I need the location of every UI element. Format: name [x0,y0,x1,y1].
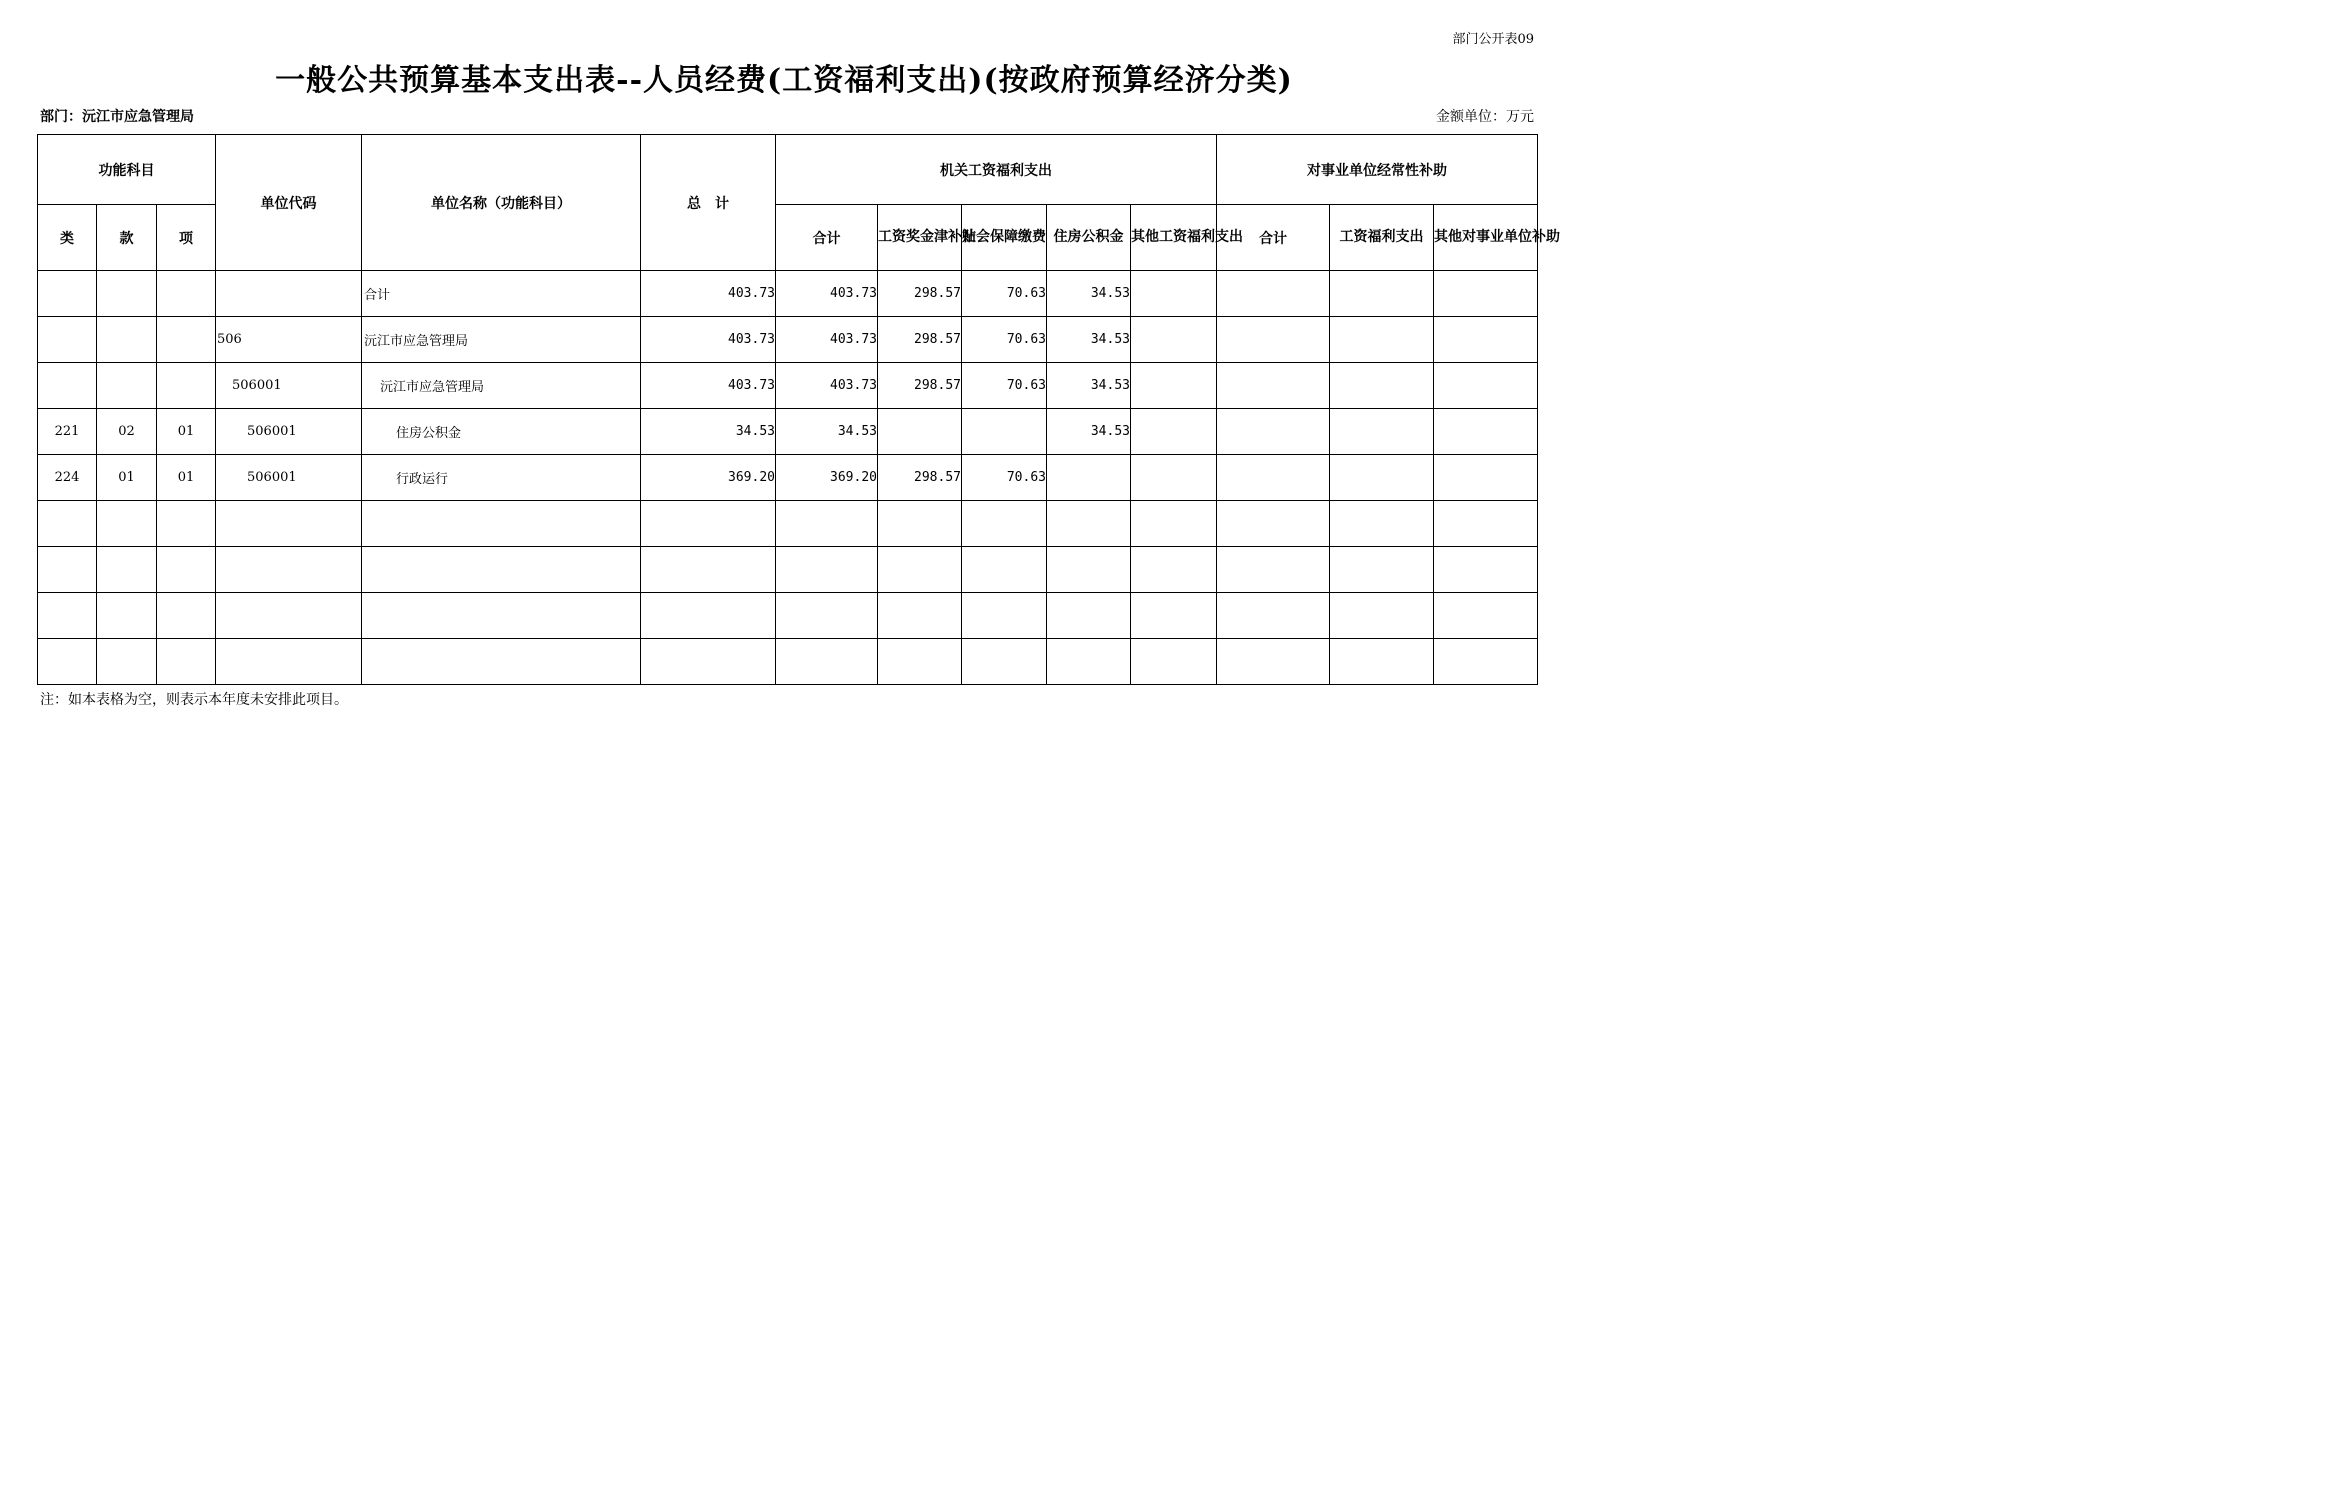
cell-unit-code [216,547,362,593]
table-row [38,593,1538,639]
cell-org-social [962,409,1047,455]
cell-unit-name: 合计 [362,271,641,317]
cell-org-social: 70.63 [962,271,1047,317]
cell-total: 403.73 [641,363,776,409]
cell-org-housing: 34.53 [1047,363,1131,409]
cell-pub-salary [1330,455,1434,501]
header-pub-sum: 合计 [1217,205,1330,271]
cell-org-salary [878,593,962,639]
cell-unit-code: 506001 [216,455,362,501]
cell-kuan [97,639,157,685]
cell-total: 403.73 [641,271,776,317]
cell-org-housing [1047,455,1131,501]
cell-total: 369.20 [641,455,776,501]
cell-xiang [157,317,216,363]
cell-unit-code [216,271,362,317]
page-title: 一般公共预算基本支出表--人员经费(工资福利支出)(按政府预算经济分类) [275,63,1293,98]
budget-table [37,134,1561,685]
cell-pub-salary [1330,271,1434,317]
cell-org-other [1131,593,1217,639]
cell-org-housing [1047,547,1131,593]
cell-total [641,593,776,639]
cell-pub-other [1434,639,1538,685]
table-row [38,501,1538,547]
cell-org-social: 70.63 [962,455,1047,501]
cell-pub-salary [1330,639,1434,685]
cell-pub-sum [1217,271,1330,317]
cell-pub-salary [1330,501,1434,547]
cell-kuan: 02 [97,409,157,455]
cell-pub-other [1434,593,1538,639]
cell-pub-other [1434,363,1538,409]
cell-org-housing: 34.53 [1047,271,1131,317]
cell-org-housing: 34.53 [1047,317,1131,363]
cell-xiang [157,593,216,639]
cell-unit-code [216,593,362,639]
cell-unit-name [362,639,641,685]
cell-kuan [97,317,157,363]
cell-pub-sum [1217,593,1330,639]
footnote: 注：如本表格为空，则表示本年度未安排此项目。 [40,692,348,708]
cell-pub-salary [1330,363,1434,409]
cell-xiang: 01 [157,409,216,455]
header-org-housing: 住房公积金 [1047,205,1131,271]
header-org-group: 机关工资福利支出 [776,135,1217,205]
cell-org-social [962,547,1047,593]
cell-lei [38,593,97,639]
department-label: 部门：沅江市应急管理局 [40,109,194,125]
cell-org-other [1131,455,1217,501]
cell-total [641,547,776,593]
cell-kuan [97,271,157,317]
cell-org-social: 70.63 [962,363,1047,409]
header-lei: 类 [38,205,97,271]
cell-pub-other [1434,317,1538,363]
cell-total [641,501,776,547]
cell-pub-sum [1217,317,1330,363]
cell-xiang [157,363,216,409]
cell-pub-sum [1217,409,1330,455]
header-unit-code: 单位代码 [216,135,362,271]
cell-org-salary: 298.57 [878,363,962,409]
table-row [38,317,1538,363]
cell-pub-salary [1330,547,1434,593]
cell-unit-code: 506 [216,317,362,363]
cell-lei [38,271,97,317]
header-unit-name: 单位名称（功能科目） [362,135,641,271]
cell-org-salary [878,547,962,593]
cell-pub-salary [1330,409,1434,455]
cell-pub-sum [1217,455,1330,501]
cell-kuan [97,593,157,639]
cell-xiang: 01 [157,455,216,501]
cell-org-other [1131,501,1217,547]
cell-pub-other [1434,409,1538,455]
cell-org-sum: 403.73 [776,317,878,363]
cell-lei [38,639,97,685]
cell-total: 34.53 [641,409,776,455]
cell-org-other [1131,639,1217,685]
header-xiang: 项 [157,205,216,271]
cell-xiang [157,547,216,593]
cell-pub-sum [1217,501,1330,547]
cell-xiang [157,501,216,547]
cell-unit-name: 行政运行 [362,455,641,501]
cell-pub-other [1434,547,1538,593]
header-org-social: 社会保障缴费 [962,205,1047,271]
cell-org-social [962,639,1047,685]
cell-unit-name: 住房公积金 [362,409,641,455]
cell-org-sum [776,501,878,547]
cell-org-social: 70.63 [962,317,1047,363]
header-pub-group: 对事业单位经常性补助 [1217,135,1538,205]
table-row [38,547,1538,593]
cell-org-other [1131,317,1217,363]
cell-org-salary [878,501,962,547]
cell-unit-code: 506001 [216,409,362,455]
cell-org-sum: 34.53 [776,409,878,455]
cell-org-other [1131,363,1217,409]
cell-lei [38,501,97,547]
header-pub-other: 其他对事业单位补助 [1434,205,1538,271]
cell-org-housing: 34.53 [1047,409,1131,455]
header-kuan: 款 [97,205,157,271]
cell-pub-sum [1217,363,1330,409]
cell-unit-code [216,501,362,547]
cell-pub-salary [1330,593,1434,639]
cell-org-sum: 369.20 [776,455,878,501]
cell-lei: 224 [38,455,97,501]
cell-org-housing [1047,639,1131,685]
cell-org-salary [878,409,962,455]
cell-org-sum [776,593,878,639]
form-number: 部门公开表09 [1452,32,1534,47]
table-row [38,409,1538,455]
header-org-salary: 工资奖金津补贴 [878,205,962,271]
amount-unit-label: 金额单位：万元 [1436,109,1534,125]
cell-lei [38,363,97,409]
cell-pub-sum [1217,639,1330,685]
table-row [38,363,1538,409]
cell-org-sum: 403.73 [776,363,878,409]
cell-org-social [962,593,1047,639]
cell-kuan: 01 [97,455,157,501]
cell-org-sum: 403.73 [776,271,878,317]
cell-total [641,639,776,685]
cell-lei: 221 [38,409,97,455]
cell-org-other [1131,271,1217,317]
cell-org-housing [1047,593,1131,639]
cell-xiang [157,639,216,685]
cell-lei [38,317,97,363]
cell-pub-sum [1217,547,1330,593]
cell-kuan [97,363,157,409]
cell-unit-name: 沅江市应急管理局 [362,363,641,409]
cell-org-social [962,501,1047,547]
cell-org-salary [878,639,962,685]
header-pub-salary: 工资福利支出 [1330,205,1434,271]
cell-kuan [97,501,157,547]
table-row [38,271,1538,317]
cell-xiang [157,271,216,317]
cell-org-sum [776,639,878,685]
cell-lei [38,547,97,593]
cell-org-salary: 298.57 [878,317,962,363]
cell-org-other [1131,547,1217,593]
cell-unit-code: 506001 [216,363,362,409]
table-row [38,639,1538,685]
cell-kuan [97,547,157,593]
cell-unit-code [216,639,362,685]
header-total: 总 计 [641,135,776,271]
cell-org-sum [776,547,878,593]
cell-pub-other [1434,501,1538,547]
cell-unit-name [362,593,641,639]
cell-pub-other [1434,271,1538,317]
cell-pub-salary [1330,317,1434,363]
cell-unit-name: 沅江市应急管理局 [362,317,641,363]
table-row [38,455,1538,501]
cell-unit-name [362,547,641,593]
cell-pub-other [1434,455,1538,501]
header-func-subject: 功能科目 [38,135,216,205]
cell-org-other [1131,409,1217,455]
header-org-sum: 合计 [776,205,878,271]
cell-org-salary: 298.57 [878,455,962,501]
cell-unit-name [362,501,641,547]
cell-org-salary: 298.57 [878,271,962,317]
cell-total: 403.73 [641,317,776,363]
header-org-other: 其他工资福利支出 [1131,205,1217,271]
cell-org-housing [1047,501,1131,547]
